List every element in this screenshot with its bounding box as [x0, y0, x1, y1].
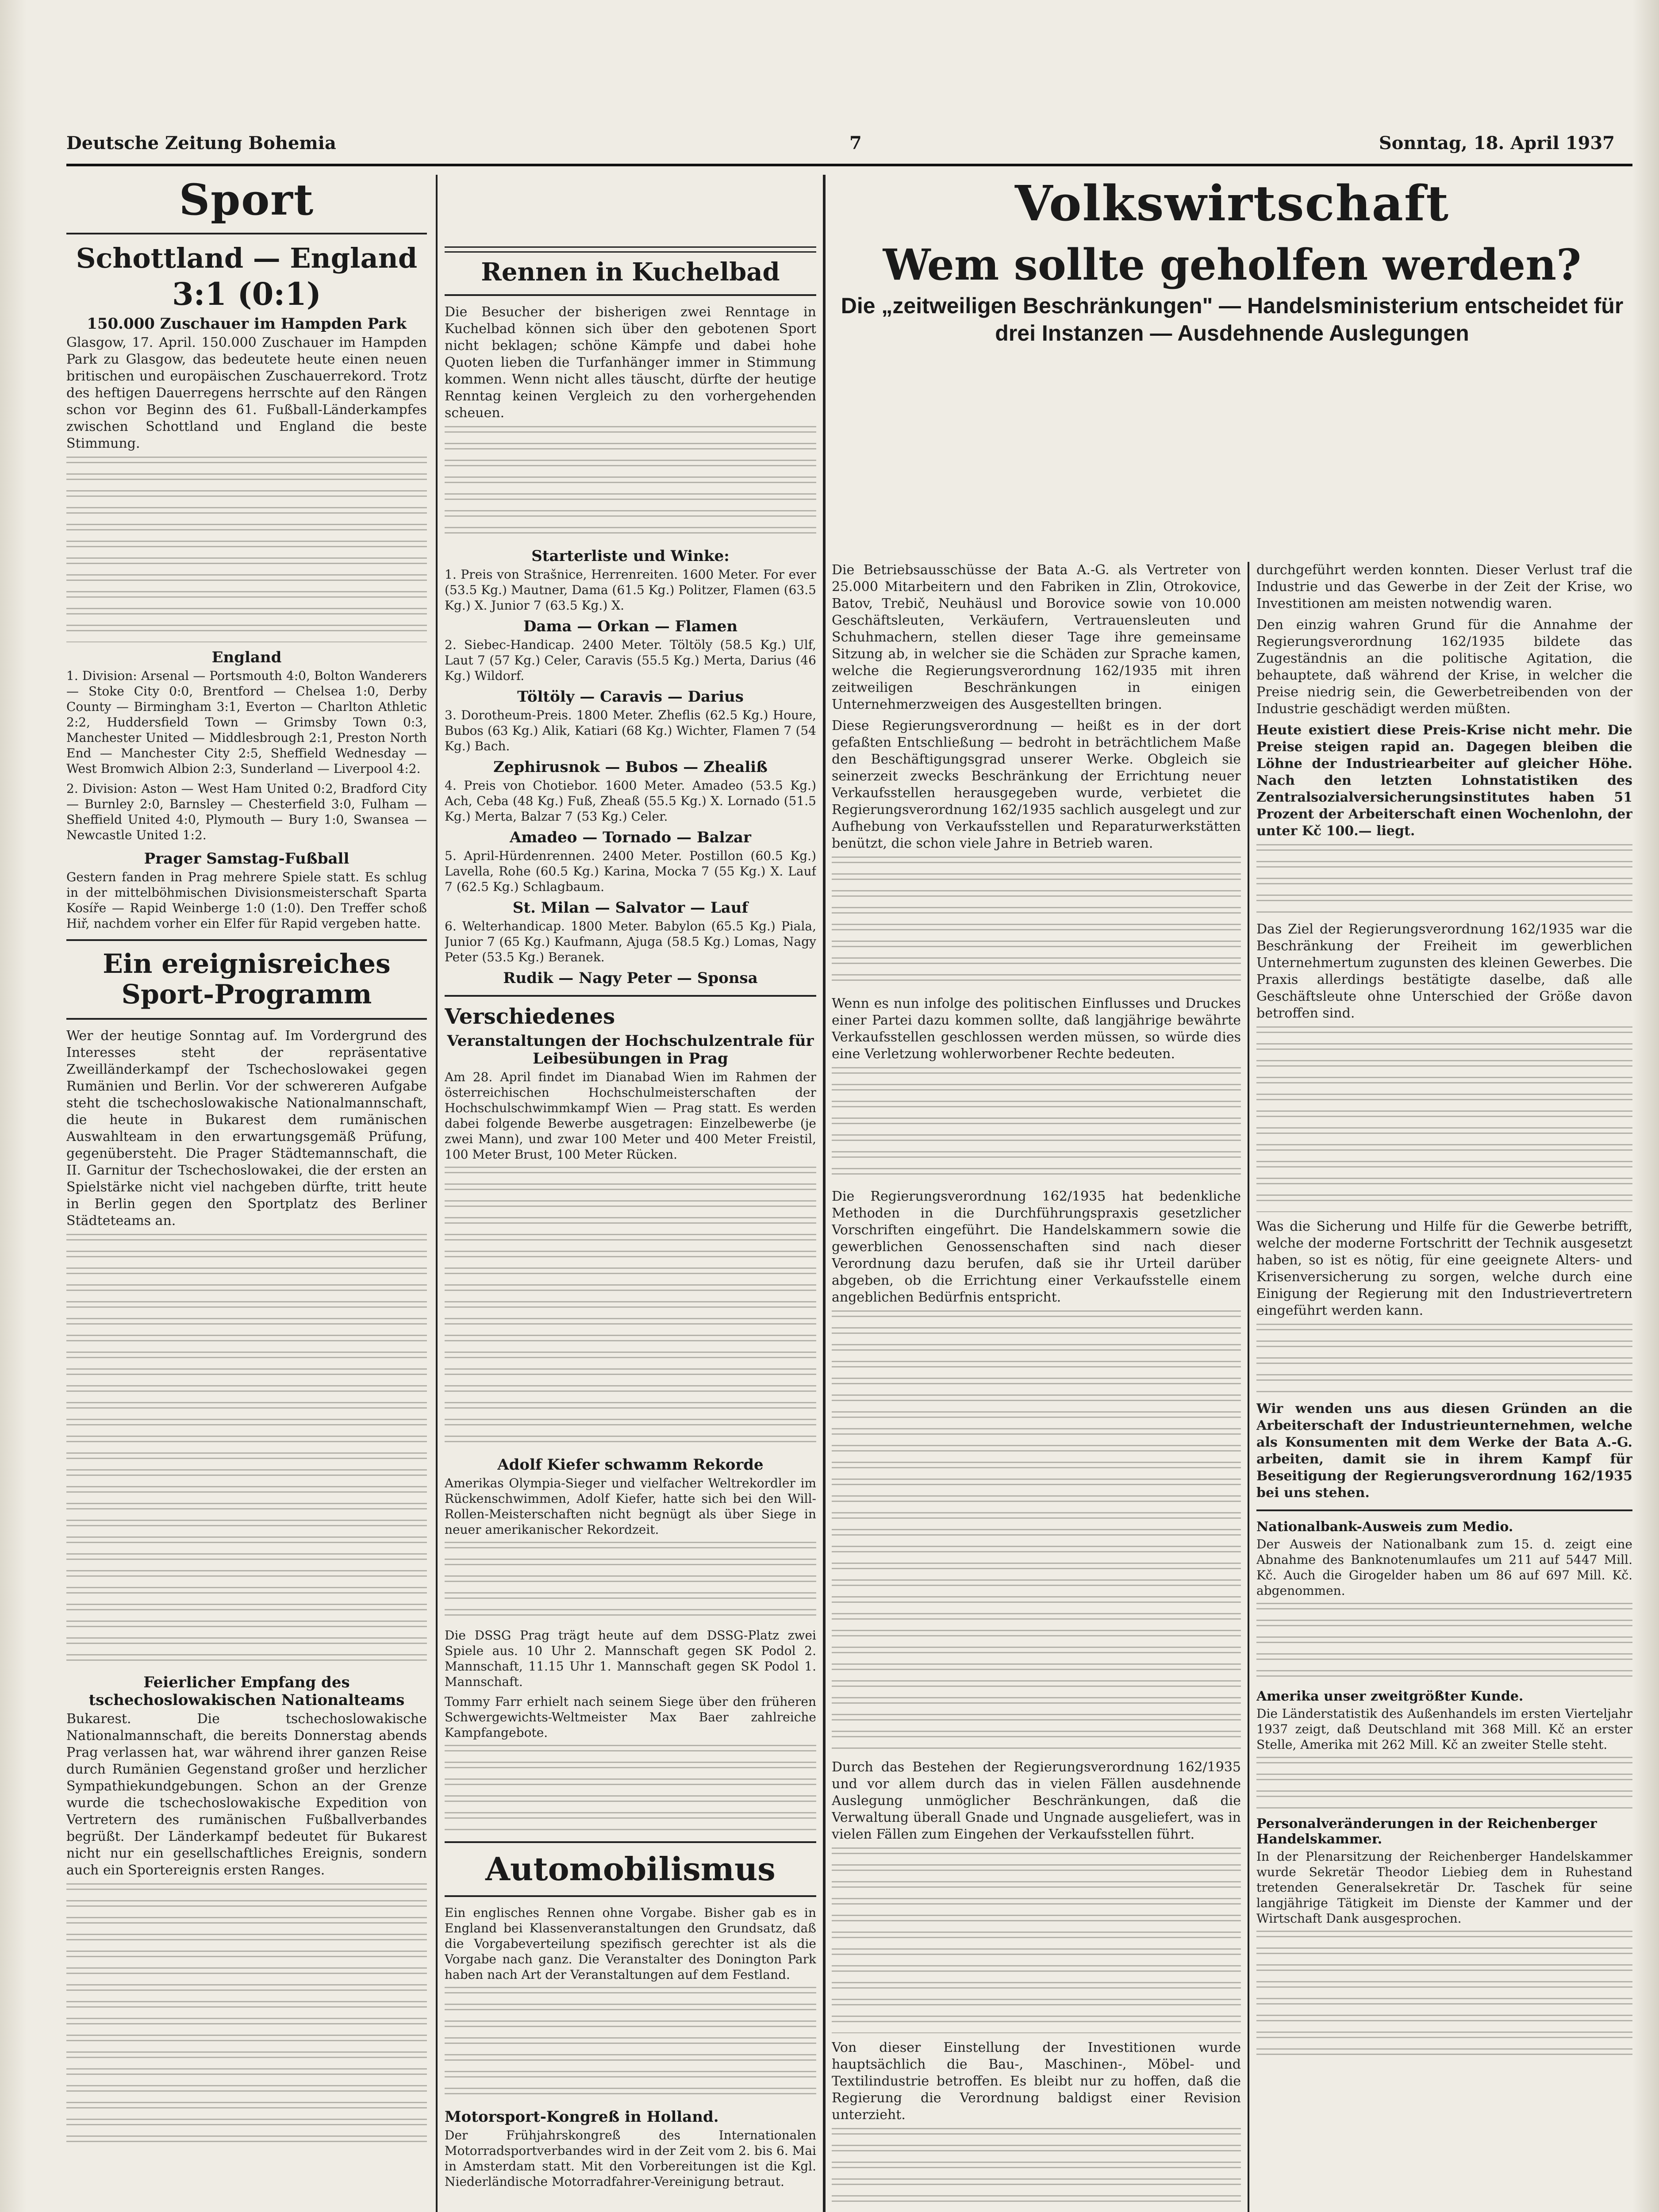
sport-column-1: [66, 175, 427, 2212]
article-subheading: Feierlicher Empfang des tschechoslowakischen Nationalteams: [88, 1673, 405, 1709]
article-body-text: [832, 856, 1241, 989]
divider: [445, 995, 816, 997]
race-entry: 4. Preis von Chotiebor. 1600 Meter. Amadeo (53.5 Kg.) Ach, Ceba (48 Kg.) Fuß, Zheaß (55.5 Kg.) X. Lornado (51.5 Kg.) Merta, Balzar 7 (53 Kg.) Celer.: [445, 778, 816, 824]
divider: [445, 294, 816, 296]
economy-section-title: Volkswirtschaft: [1014, 175, 1450, 232]
divider: [66, 939, 427, 941]
article-title: Ein ereignisreiches Sport-Programm: [103, 948, 391, 1010]
article-body-text: [1256, 844, 1632, 915]
race-tip: Töltöly — Caravis — Darius: [517, 688, 744, 706]
article-subheading: Motorsport-Kongreß in Holland.: [445, 2108, 719, 2126]
race-tip: Rudik — Nagy Peter — Sponsa: [503, 969, 758, 987]
article-paragraph: Den einzig wahren Grund für die Annahme der Regierungsverordnung 162/1935 bildete das Zugeständnis an die politische Agitation, die behauptete, daß während der Krise, in welcher die Preise niedrig sein, die Gewerbetreibenden von der Industrie geschädigt werden müßten.: [1256, 617, 1632, 717]
article-paragraph: Wenn es nun infolge des politischen Einflusses und Druckes einer Partei dazu kommen sollte, daß langjährige bewährte Verkaufsstellen geschlossen werden müssen, so würde dies eine Verletzung wohlerworbener Rechte bedeuten.: [832, 996, 1241, 1062]
article-body-text: [832, 1067, 1241, 1182]
article-body: Bukarest. Die tschechoslowakische Nationalmannschaft, die bereits Donnerstag abends Prag verlassen hat, war während ihrer ganzen Reise durch Rumänien Gegenstand großer und herzlicher Sympathiekundgebungen. Schon an der Grenze wurde die tschechoslowakische Expedition von Vertretern des rumänischen Fußballverbandes begrüßt. Der Länderkampf bedeutet für Bukarest nicht nur ein gesellschaftliches Ereignis, sondern auch ein Sportereignis ersten Ranges.: [66, 1711, 427, 1878]
article-paragraph: Was die Sicherung und Hilfe für die Gewerbe betrifft, welche der moderne Fortschritt der Technik ausgesetzt haben, so ist es nötig, für eine geeignete Alters- und Krisenversicherung zu sorgen, welche durch eine Einigung der Regierung mit den Industrievertretern eingeführt werden kann.: [1256, 1219, 1632, 1318]
article-lead: Die Besucher der bisherigen zwei Renntage in Kuchelbad können sich über den gebotenen Sport nicht beklagen; schöne Kämpfe und dabei hohe Quoten lieben die Turfanhänger immer in Stimmung kommen. Wenn nicht alles täuscht, dürfte der heutige Renntag keinen Vergleich zu den vorhergehenden scheuen.: [445, 304, 816, 421]
starters-heading: Starterliste und Winke:: [531, 547, 730, 565]
page-number: 7: [849, 133, 862, 154]
sport-column-2: [445, 175, 816, 2212]
article-body: Der Frühjahrskongreß des Internationalen Motorradsportverbandes wird in der Zeit vom 2. bis 6. Mai in Amsterdam statt. Mit den Vorbereitungen ist die Kgl. Niederländische Motorradfahrer-Vereinigung betraut.: [445, 2128, 816, 2189]
article-body: Amerikas Olympia-Sieger und vielfacher Weltrekordler im Rückenschwimmen, Adolf Kiefer, hatte sich bei den Will-Rollen-Meisterschaften nicht begnügt als über Siege in neuer amerikanischer Rekordzeit.: [445, 1475, 816, 1537]
news-item: Die DSSG Prag trägt heute auf dem DSSG-Platz zwei Spiele aus. 10 Uhr 2. Mannschaft gegen SK Podol 2. Mannschaft, 11.15 Uhr 1. Mannschaft gegen SK Podol 1. Mannschaft.: [445, 1628, 816, 1689]
header-rule: [66, 164, 1632, 166]
article-body-text: [1256, 1603, 1632, 1682]
news-item: Tommy Farr erhielt nach seinem Siege über den früheren Schwergewichts-Weltmeister Max Baer zahlreiche Kampfangebote.: [445, 1694, 816, 1740]
race-tip: Zephirusnok — Bubos — Zhealiß: [493, 758, 768, 776]
article-body-text: [832, 2128, 1241, 2212]
article-title: Prager Samstag-Fußball: [144, 849, 349, 868]
match-score: 3:1 (0:1): [172, 276, 322, 313]
news-text: In der Plenarsitzung der Reichenberger Handelskammer wurde Sekretär Theodor Liebieg dem in Ruhestand tretenden Generalsekretär Dr. Taschek für seine langjährige Tätigkeit im Dienste der Kammer und der Wirtschaft Dank ausgesprochen.: [1256, 1849, 1632, 1926]
article-paragraph: Von dieser Einstellung der Investitionen wurde hauptsächlich die Bau-, Maschinen-, Möbel- und Textilindustrie betroffen. Es bleibt nur zu hoffen, daß die Regierung die Verordnung baldigst einer Revision unterzieht.: [832, 2040, 1241, 2123]
sport-section-title: Sport: [179, 175, 315, 225]
news-text: Die Länderstatistik des Außenhandels im ersten Vierteljahr 1937 zeigt, daß Deutschland mit 368 Mill. Kč an erster Stelle, Amerika mit 262 Mill. Kč an zweiter Stelle steht.: [1256, 1706, 1632, 1752]
article-body-text: [445, 1745, 816, 1833]
divider: [445, 246, 816, 253]
article-body: Gestern fanden in Prag mehrere Spiele statt. Es schlug in der mittelböhmischen Divisionsmeisterschaft Sparta Kosíře — Rapid Weinberge 1:0 (1:0). Den Treffer schoß Hiř, nachdem vorher ein Elfer für Rapid vergeben hatte.: [66, 869, 427, 931]
article-paragraph: Das Ziel der Regierungsverordnung 162/1935 war die Beschränkung der Freiheit im gewerblichen Unternehmertum zugunsten des kleinen Gewerbes. Die Praxis allerdings bestätigte daselbe, daß alle Geschäftsleute ohne Unterschied der Größe davon betroffen sind.: [1256, 922, 1632, 1021]
table-heading: England: [211, 648, 282, 666]
divider: [445, 1895, 816, 1897]
divider: [445, 1841, 816, 1843]
article-body-text: [445, 1167, 816, 1450]
article-body-text: [1256, 1324, 1632, 1394]
news-heading: Amerika unser zweitgrößter Kunde.: [1256, 1689, 1524, 1704]
section-title: Automobilismus: [485, 1850, 776, 1888]
article-body-text: [66, 1883, 427, 2149]
column-divider: [436, 175, 438, 2212]
article-body-text: [832, 1847, 1241, 2033]
article-title: Schottland — England: [76, 242, 418, 274]
main-subheadline: Die „zeitweiligen Beschränkungen" — Handelsministerium entscheidet für drei Instanzen — Ausdehnende Auslegungen: [841, 293, 1624, 346]
article-subtitle: 150.000 Zuschauer im Hampden Park: [87, 315, 407, 333]
article-body: Ein englisches Rennen ohne Vorgabe. Bisher gab es in England bei Klassenveranstaltungen den Grundsatz, daß die Vorgabeverteilung spezifisch gerechter ist als die Vorgabe nach ganz. Die Veranstalter des Donington Park haben nach Art der Veranstaltungen auf dem Festland.: [445, 1905, 816, 1982]
news-heading: Personalveränderungen in der Reichenberger Handelskammer.: [1256, 1816, 1597, 1847]
race-tip: Amadeo — Tornado — Balzar: [510, 829, 751, 847]
article-body-text: [66, 457, 427, 642]
race-entry: 6. Welterhandicap. 1800 Meter. Babylon (65.5 Kg.) Piala, Junior 7 (65 Kg.) Kaufmann, Ajuga (58.5 Kg.) Lomas, Nagy Peter (53.5 Kg.) Beranek.: [445, 919, 816, 965]
article-paragraph: durchgeführt werden konnten. Dieser Verlust traf die Industrie und das Gewerbe in der Zeit der Krise, wo Investitionen am meisten notwendig waren.: [1256, 562, 1632, 611]
article-body-text: [66, 1234, 427, 1667]
article-body-text: [832, 1310, 1241, 1753]
race-entry: 3. Dorotheum-Preis. 1800 Meter. Zheflis (62.5 Kg.) Houre, Bubos (63 Kg.) Alik, Katiari (68 Kg.) Wichter, Flamen 7 (54 Kg.) Bach.: [445, 708, 816, 754]
section-divider: [823, 175, 826, 2212]
newspaper-name: Deutsche Zeitung Bohemia: [66, 133, 336, 154]
article-body-text: [1256, 1757, 1632, 1810]
race-tip: St. Milan — Salvator — Lauf: [512, 899, 749, 917]
news-heading: Nationalbank-Ausweis zum Medio.: [1256, 1519, 1513, 1535]
main-headline: Wem sollte geholfen werden?: [883, 240, 1582, 290]
race-entry: 1. Preis von Strašnice, Herrenreiten. 1600 Meter. For ever (53.5 Kg.) Mautner, Dama (61.5 Kg.) Politzer, Flamen (63.5 Kg.) X. Junior 7 (63.5 Kg.) X.: [445, 567, 816, 613]
race-tip: Dama — Orkan — Flamen: [523, 618, 738, 636]
article-subheading: Adolf Kiefer schwamm Rekorde: [497, 1455, 764, 1474]
article-body: Am 28. April findet im Dianabad Wien im Rahmen der österreichischen Hochschulmeisterschaften der Hochschulschwimmkampf Wien — Prag statt. Es werden dabei folgende Bewerbe ausgetragen: Einzelbewerbe (je zwei Mann), und zwar 100 Meter und 400 Meter Freistil, 100 Meter Brust, 100 Meter Rücken.: [445, 1069, 816, 1162]
article-paragraph: Durch das Bestehen der Regierungsverordnung 162/1935 und vor allem durch das in vielen Fällen ausdehnende Auslegung unmöglicher Beschränkungen, daß die Verwaltung überall Gnade und Ungnade ausgeliefert, was in vielen Fällen zum Eingehen der Verkaufsstellen führt.: [832, 1759, 1241, 1842]
article-body-text: [445, 1542, 816, 1621]
divider: [66, 233, 427, 234]
race-entry: 2. Siebec-Handicap. 2400 Meter. Töltöly (58.5 Kg.) Ulf, Laut 7 (57 Kg.) Celer, Caravis (55.5 Kg.) Merta, Darius (46 Kg.) Wildorf.: [445, 637, 816, 684]
article-body-text: [1256, 1931, 1632, 2063]
page-header: [66, 133, 1632, 159]
article-paragraph: Die Regierungsverordnung 162/1935 hat bedenkliche Methoden in die Durchführungspraxis gesetzlicher Vorschriften eingeführt. Die Handelskammern sowie die gewerblichen Genossenschaften sind nach dieser Verordnung dazu berufen, daß sie ihr Urteil darüber abgeben, ob die Errichtung einer Verkaufsstelle einem angeblichen Bedürfnis entspricht.: [832, 1189, 1241, 1305]
news-text: Der Ausweis der Nationalbank zum 15. d. zeigt eine Abnahme des Banknotenumlaufes um 211 auf 5447 Mill. Kč. Auch die Girogelder haben um 86 auf 697 Mill. Kč. abgenommen.: [1256, 1537, 1632, 1598]
divider: [66, 1018, 427, 1020]
economy-header: [832, 175, 1632, 560]
divider: [1256, 1509, 1632, 1511]
article-paragraph: Diese Regierungsverordnung — heißt es in der dort gefaßten Entschließung — bedroht in beträchtlichem Maße den Beschäftigungsgrad unserer Werke. Obgleich sie seinerzeit zwecks Beschränkung der Errichtung neuer Verkaufsstellen herausgegeben wurde, verbietet die Regierungsverordnung 162/1935 sachlich ausgelegt und zur Aufhebung von Verkaufsstellen und Reparaturwerkstätten benützt, die schon viele Jahre in Betrieb waren.: [832, 718, 1241, 851]
division-1-results: 1. Division: Arsenal — Portsmouth 4:0, Bolton Wanderers — Stoke City 0:0, Brentford — Chelsea 1:0, Derby County — Birmingham 3:1, Everton — Charlton Athletic 2:2, Huddersfield Town — Grimsby Town 0:3, Manchester United — Middlesbrough 2:1, Preston North End — Manchester City 2:5, Sheffield Wednesday — West Bromwich Albion 2:3, Sunderland — Liverpool 4:2.: [66, 668, 427, 776]
article-subheading: Veranstaltungen der Hochschulzentrale für Leibesübungen in Prag: [447, 1032, 814, 1068]
article-lead: Glasgow, 17. April. 150.000 Zuschauer im Hampden Park zu Glasgow, das bedeutete heute einen neuen britischen und europäischen Zuschauerrekord. Trotz des heftigen Dauerregens herrschte auf den Rängen schon vor Beginn des 61. Fußball-Länderkampfes zwischen Schottland und England die beste Stimmung.: [66, 334, 427, 451]
article-body-text: [445, 426, 816, 541]
race-entry: 5. April-Hürdenrennen. 2400 Meter. Postillon (60.5 Kg.) Lavella, Rohe (60.5 Kg.) Karina, Mocka 7 (55 Kg.) X. Lauf 7 (62.5 Kg.) Schlagbaum.: [445, 849, 816, 895]
division-2-results: 2. Division: Aston — West Ham United 0:2, Bradford City — Burnley 2:0, Barnsley — Chesterfield 3:0, Fulham — Sheffield United 4:0, Plymouth — Bury 1:0, Swansea — Newcastle United 1:2.: [66, 781, 427, 842]
article-body-text: [445, 1987, 816, 2102]
article-paragraph: Heute existiert diese Preis-Krise nicht mehr. Die Preise steigen rapid an. Dagegen bleiben die Löhne der Industriearbeiter auf gleicher Höhe. Nach den letzten Lohnstatistiken des Zentralsozialversicherungsinstitutes haben 51 Prozent der Arbeiterschaft einen Wochenlohn, der unter Kč 100.— liegt.: [1256, 722, 1632, 839]
article-paragraph: Wir wenden uns aus diesen Gründen an die Arbeiterschaft der Industrieunternehmen, welche als Konsumenten mit dem Werke der Bata A.-G. arbeiten, damit sie in ihrem Kampf für Beseitigung der Regierungsverordnung 162/1935 bei uns stehen.: [1256, 1401, 1632, 1501]
article-title: Rennen in Kuchelbad: [481, 257, 780, 287]
economy-column-1: [832, 562, 1241, 2212]
article-lead: Wer der heutige Sonntag auf. Im Vordergrund des Interesses steht der repräsentative Zweilländerkampf der Tschechoslowakei gegen Rumänien und Berlin. Vor der schwereren Aufgabe steht die tschechoslowakische Nationalmannschaft, die heute in Bukarest dem rumänischen Auswahlteam in den erwartungsgemäß Prüfung, gegenübersteht. Die Prager Städtemannschaft, die II. Garnitur der Tschechoslowakei, die der ersten an Spielstärke nicht viel nachgeben dürfte, tritt heute in Berlin gegen den Sportplatz des Berliner Städteteams an.: [66, 1028, 427, 1229]
issue-date: Sonntag, 18. April 1937: [1379, 133, 1615, 154]
section-title: Verschiedenes: [445, 1004, 615, 1029]
article-paragraph: Die Betriebsausschüsse der Bata A.-G. als Vertreter von 25.000 Mitarbeitern und den Fabriken in Zlin, Otrokovice, Batov, Trebič, Neuhäusl und Borovice sowie von 10.000 Geschäftsleuten, Verkäufern, Vertrauensleuten und Schuhmachern, stellen dieser Tage ihre gemeinsame Sitzung ab, in welcher sie die Schäden zur Sprache kamen, welche die Regierungsverordnung 162/1935 mit ihren zeitweiligen Beschränkungen in einigen Unternehmerzweigen des Ausgestellten bringen.: [832, 562, 1241, 712]
economy-column-2: [1256, 562, 1632, 2212]
article-body-text: [1256, 1026, 1632, 1212]
column-divider: [1248, 562, 1249, 2212]
